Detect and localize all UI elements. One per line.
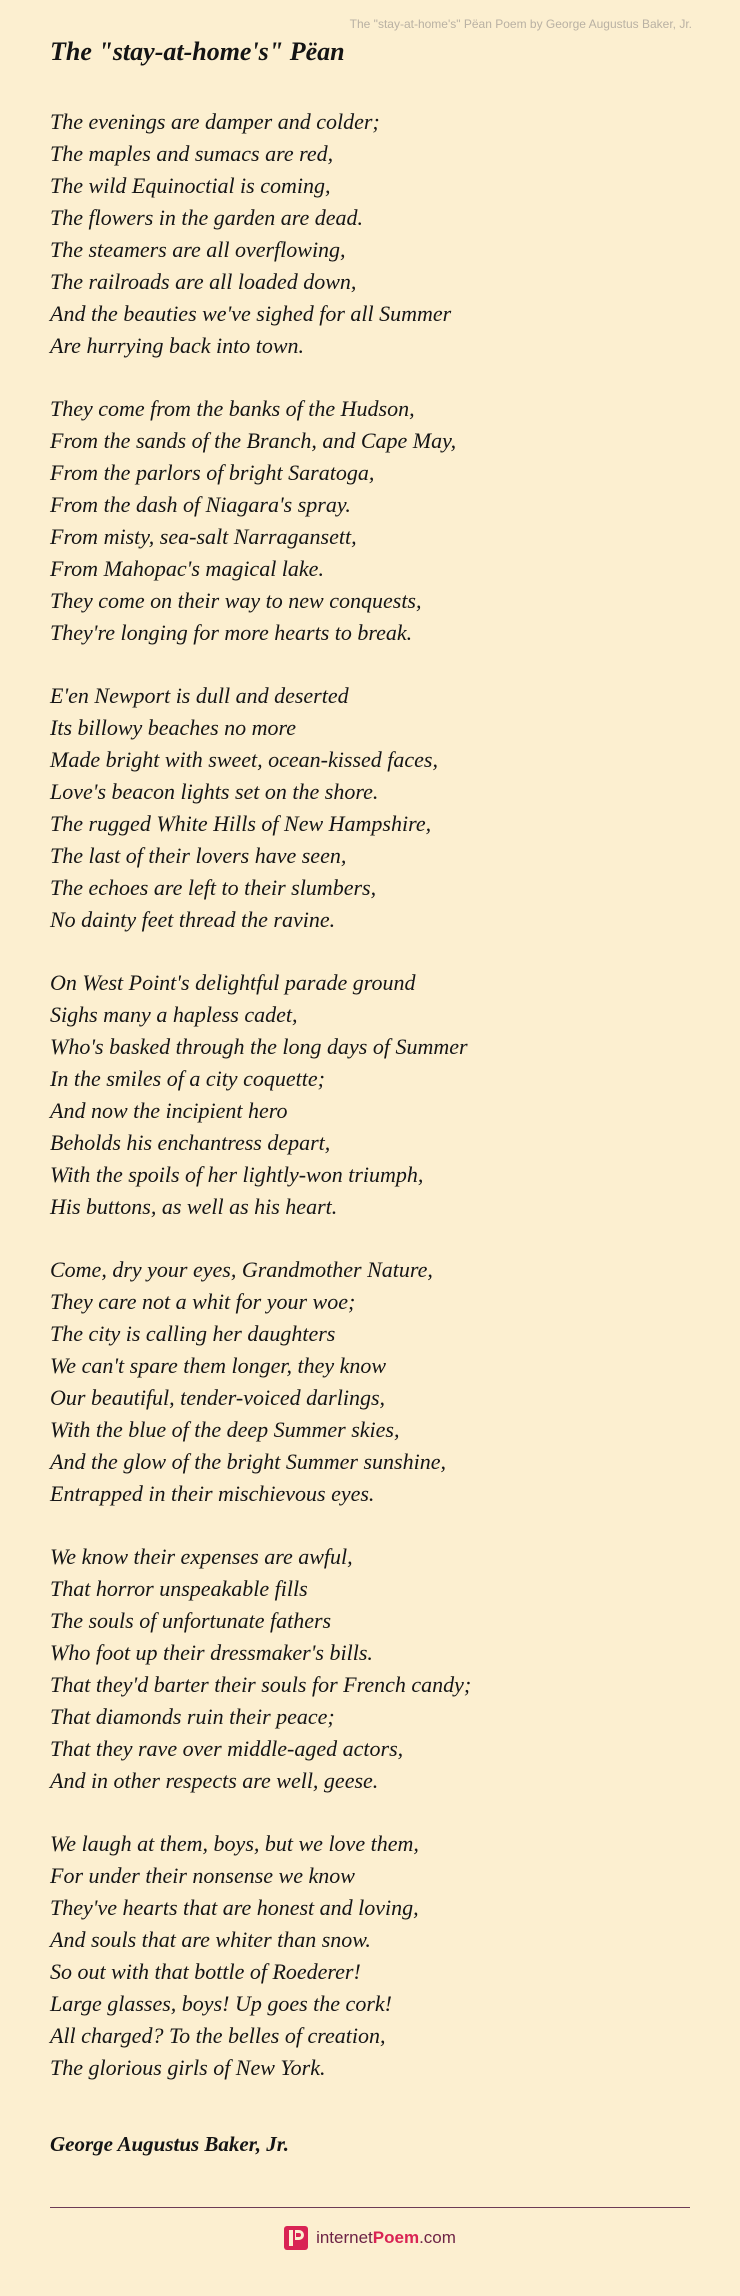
poem-line: The last of their lovers have seen,: [50, 843, 347, 868]
poem-line: Beholds his enchantress depart,: [50, 1130, 331, 1155]
poem-line: And souls that are whiter than snow.: [50, 1927, 371, 1952]
poem-line: All charged? To the belles of creation,: [50, 2023, 386, 2048]
poem-line: On West Point's delightful parade ground: [50, 970, 416, 995]
poem-line: The steamers are all overflowing,: [50, 237, 346, 262]
poem-author: George Augustus Baker, Jr.: [50, 2132, 290, 2156]
poem-line: Who's basked through the long days of Summer: [50, 1034, 468, 1059]
stanza: [50, 1828, 690, 2084]
stanza: [50, 106, 690, 362]
header-caption: The "stay-at-home's" Pëan Poem by George Augustus Baker, Jr.: [349, 17, 692, 31]
poem-line: That they'd barter their souls for French candy;: [50, 1672, 472, 1697]
poem-line: The flowers in the garden are dead.: [50, 205, 364, 230]
poem-line: That horror unspeakable fills: [50, 1576, 308, 1601]
poem-line: From the dash of Niagara's spray.: [50, 492, 351, 517]
poem-line: Our beautiful, tender-voiced darlings,: [50, 1385, 386, 1410]
internetpoem-logo-icon: [284, 2226, 308, 2250]
poem-line: Love's beacon lights set on the shore.: [50, 779, 379, 804]
brand-part-poem: Poem: [372, 2228, 420, 2247]
stanza: [50, 393, 690, 649]
poem-line: The glorious girls of New York.: [50, 2055, 326, 2080]
poem-line: The city is calling her daughters: [50, 1321, 336, 1346]
poem-line: His buttons, as well as his heart.: [50, 1194, 338, 1219]
poem-line: From the sands of the Branch, and Cape May,: [50, 428, 457, 453]
poem-line: The maples and sumacs are red,: [50, 141, 334, 166]
poem-line: Sighs many a hapless cadet,: [50, 1002, 298, 1027]
poem-line: Its billowy beaches no more: [50, 715, 297, 740]
brand-name: [316, 2228, 456, 2248]
poem-line: That they rave over middle-aged actors,: [50, 1736, 404, 1761]
brand-part-com: .com: [419, 2228, 456, 2247]
poem-line: Come, dry your eyes, Grandmother Nature,: [50, 1257, 433, 1282]
poem-line: No dainty feet thread the ravine.: [50, 907, 336, 932]
poem-line: The railroads are all loaded down,: [50, 269, 357, 294]
poem-line: The souls of unfortunate fathers: [50, 1608, 332, 1633]
poem-line: In the smiles of a city coquette;: [50, 1066, 325, 1091]
stanza: [50, 680, 690, 936]
poem-line: And the glow of the bright Summer sunshine,: [50, 1449, 446, 1474]
poem-line: We can't spare them longer, they know: [50, 1353, 387, 1378]
poem-line: The rugged White Hills of New Hampshire,: [50, 811, 432, 836]
poem-line: We laugh at them, boys, but we love them,: [50, 1831, 419, 1856]
poem-line: They're longing for more hearts to break.: [50, 620, 413, 645]
poem-line: Are hurrying back into town.: [50, 333, 304, 358]
poem-title: The "stay-at-home's" Pëan: [50, 37, 345, 66]
poem-line: E'en Newport is dull and deserted: [50, 683, 349, 708]
stanza: [50, 1541, 690, 1797]
poem-line: For under their nonsense we know: [50, 1863, 355, 1888]
footer-divider: [50, 2207, 690, 2208]
poem-line: So out with that bottle of Roederer!: [50, 1959, 361, 1984]
poem-line: Made bright with sweet, ocean-kissed faces,: [50, 747, 438, 772]
poem-line: The echoes are left to their slumbers,: [50, 875, 377, 900]
poem-line: The wild Equinoctial is coming,: [50, 173, 331, 198]
poem-line: And now the incipient hero: [50, 1098, 288, 1123]
poem-line: They come from the banks of the Hudson,: [50, 396, 415, 421]
brand-part-internet: internet: [316, 2228, 373, 2247]
stanza: [50, 1254, 690, 1510]
poem-line: Entrapped in their mischievous eyes.: [50, 1481, 375, 1506]
poem-line: With the spoils of her lightly-won triumph,: [50, 1162, 424, 1187]
poem-line: And in other respects are well, geese.: [50, 1768, 379, 1793]
poem-line: From Mahopac's magical lake.: [50, 556, 324, 581]
poem-body: [50, 106, 690, 2115]
poem-line: And the beauties we've sighed for all Summer: [50, 301, 452, 326]
poem-line: From the parlors of bright Saratoga,: [50, 460, 375, 485]
poem-line: That diamonds ruin their peace;: [50, 1704, 335, 1729]
poem-line: We know their expenses are awful,: [50, 1544, 353, 1569]
poem-line: They come on their way to new conquests,: [50, 588, 422, 613]
poem-line: Who foot up their dressmaker's bills.: [50, 1640, 373, 1665]
footer-brand-link[interactable]: [0, 2226, 740, 2250]
stanza: [50, 967, 690, 1223]
poem-line: Large glasses, boys! Up goes the cork!: [50, 1991, 392, 2016]
poem-line: The evenings are damper and colder;: [50, 109, 380, 134]
poem-line: From misty, sea-salt Narragansett,: [50, 524, 357, 549]
poem-line: They care not a whit for your woe;: [50, 1289, 356, 1314]
poem-line: They've hearts that are honest and loving,: [50, 1895, 419, 1920]
poem-line: With the blue of the deep Summer skies,: [50, 1417, 400, 1442]
